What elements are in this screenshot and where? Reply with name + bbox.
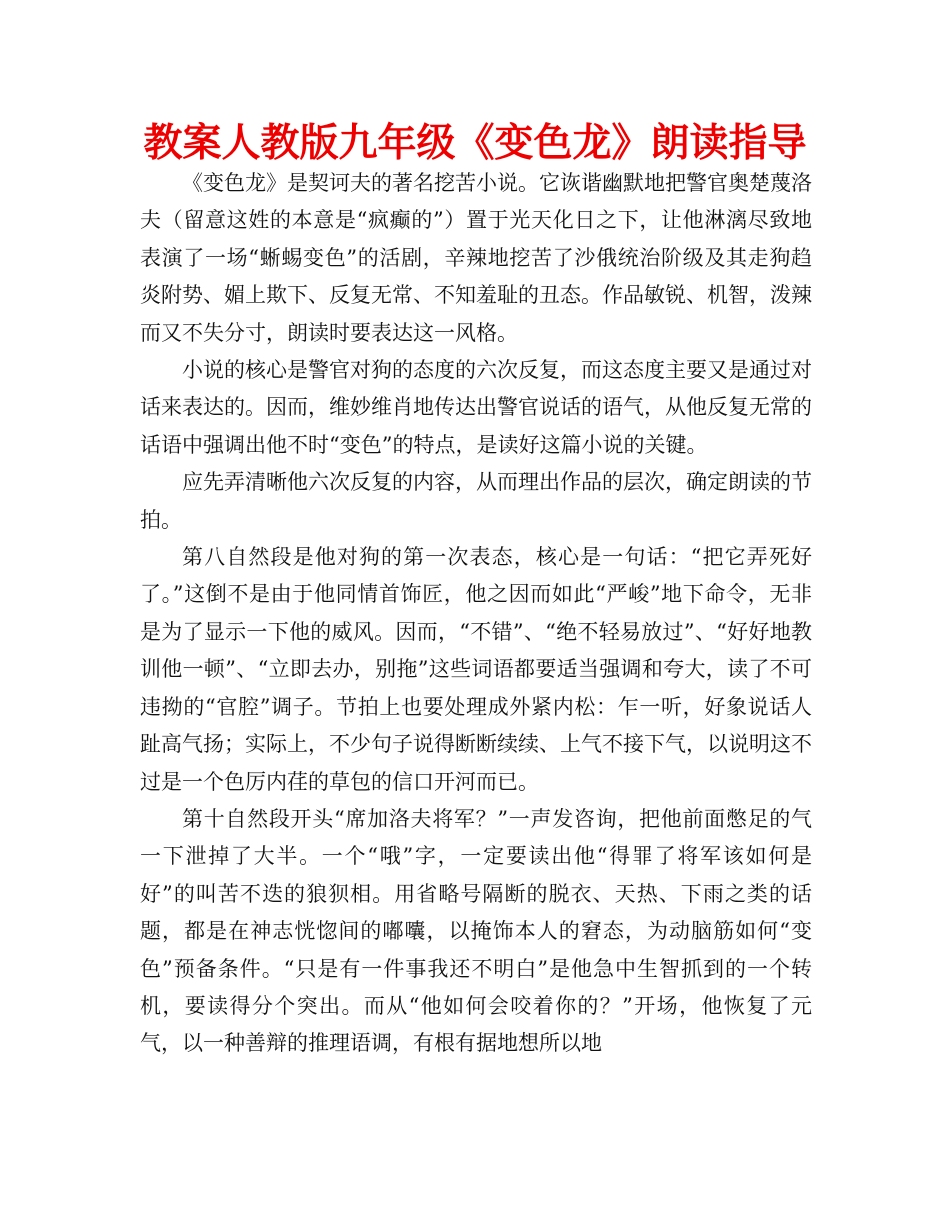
document-title: 教案人教版九年级《变色龙》朗读指导: [143, 121, 807, 166]
paragraph-5: 第十自然段开头“席加洛夫将军？”一声发咨询，把他前面憋足的气一下泄掉了大半。一个“哦”字，一定要读出他“得罪了将军该如何是好”的叫苦不迭的狼狈相。用省略号隔断的脱衣、天热、下雨之类的话题，都是在神志恍惚间的嘟囔，以掩饰本人的窘态，为动脑筋如何“变色”预备条件。“只是有一件事我还不明白”是他急中生智抓到的一个转机，要读得分个突出。而从“他如何会咬着你的？”开场，他恢复了元气，以一种善辩的推理语调，有根有据地想所以地: [140, 806, 812, 1056]
document-body: [140, 165, 812, 1063]
paragraph-3: 应先弄清晰他六次反复的内容，从而理出作品的层次，确定朗读的节拍。: [140, 470, 812, 532]
paragraph-4: 第八自然段是他对狗的第一次表态，核心是一句话：“把它弄死好了。”这倒不是由于他同情首饰匠，他之因而如此“严峻”地下命令，无非是为了显示一下他的威风。因而，“不错”、“绝不轻易放过”、“好好地教训他一顿”、“立即去办，别拖”这些词语都要适当强调和夸大，读了不可违拗的“官腔”调子。节拍上也要处理成外紧内松：乍一听，好象说话人趾高气扬；实际上，不少句子说得断断续续、上气不接下气，以说明这不过是一个色厉内荏的草包的信口开河而已。: [140, 545, 812, 794]
paragraph-1: 《变色龙》是契诃夫的著名挖苦小说。它诙谐幽默地把警官奥楚蔑洛夫（留意这姓的本意是“疯癫的”）置于光天化日之下，让他淋漓尽致地表演了一场“蜥蜴变色”的活剧，辛辣地挖苦了沙俄统治阶级及其走狗趋炎附势、媚上欺下、反复无常、不知羞耻的丑态。作品敏锐、机智，泼辣而又不失分寸，朗读时要表达这一风格。: [140, 171, 812, 345]
paragraph-2: 小说的核心是警官对狗的态度的六次反复，而这态度主要又是通过对话来表达的。因而，维妙维肖地传达出警官说话的语气，从他反复无常的话语中强调出他不时“变色”的特点，是读好这篇小说的关键。: [140, 358, 812, 457]
